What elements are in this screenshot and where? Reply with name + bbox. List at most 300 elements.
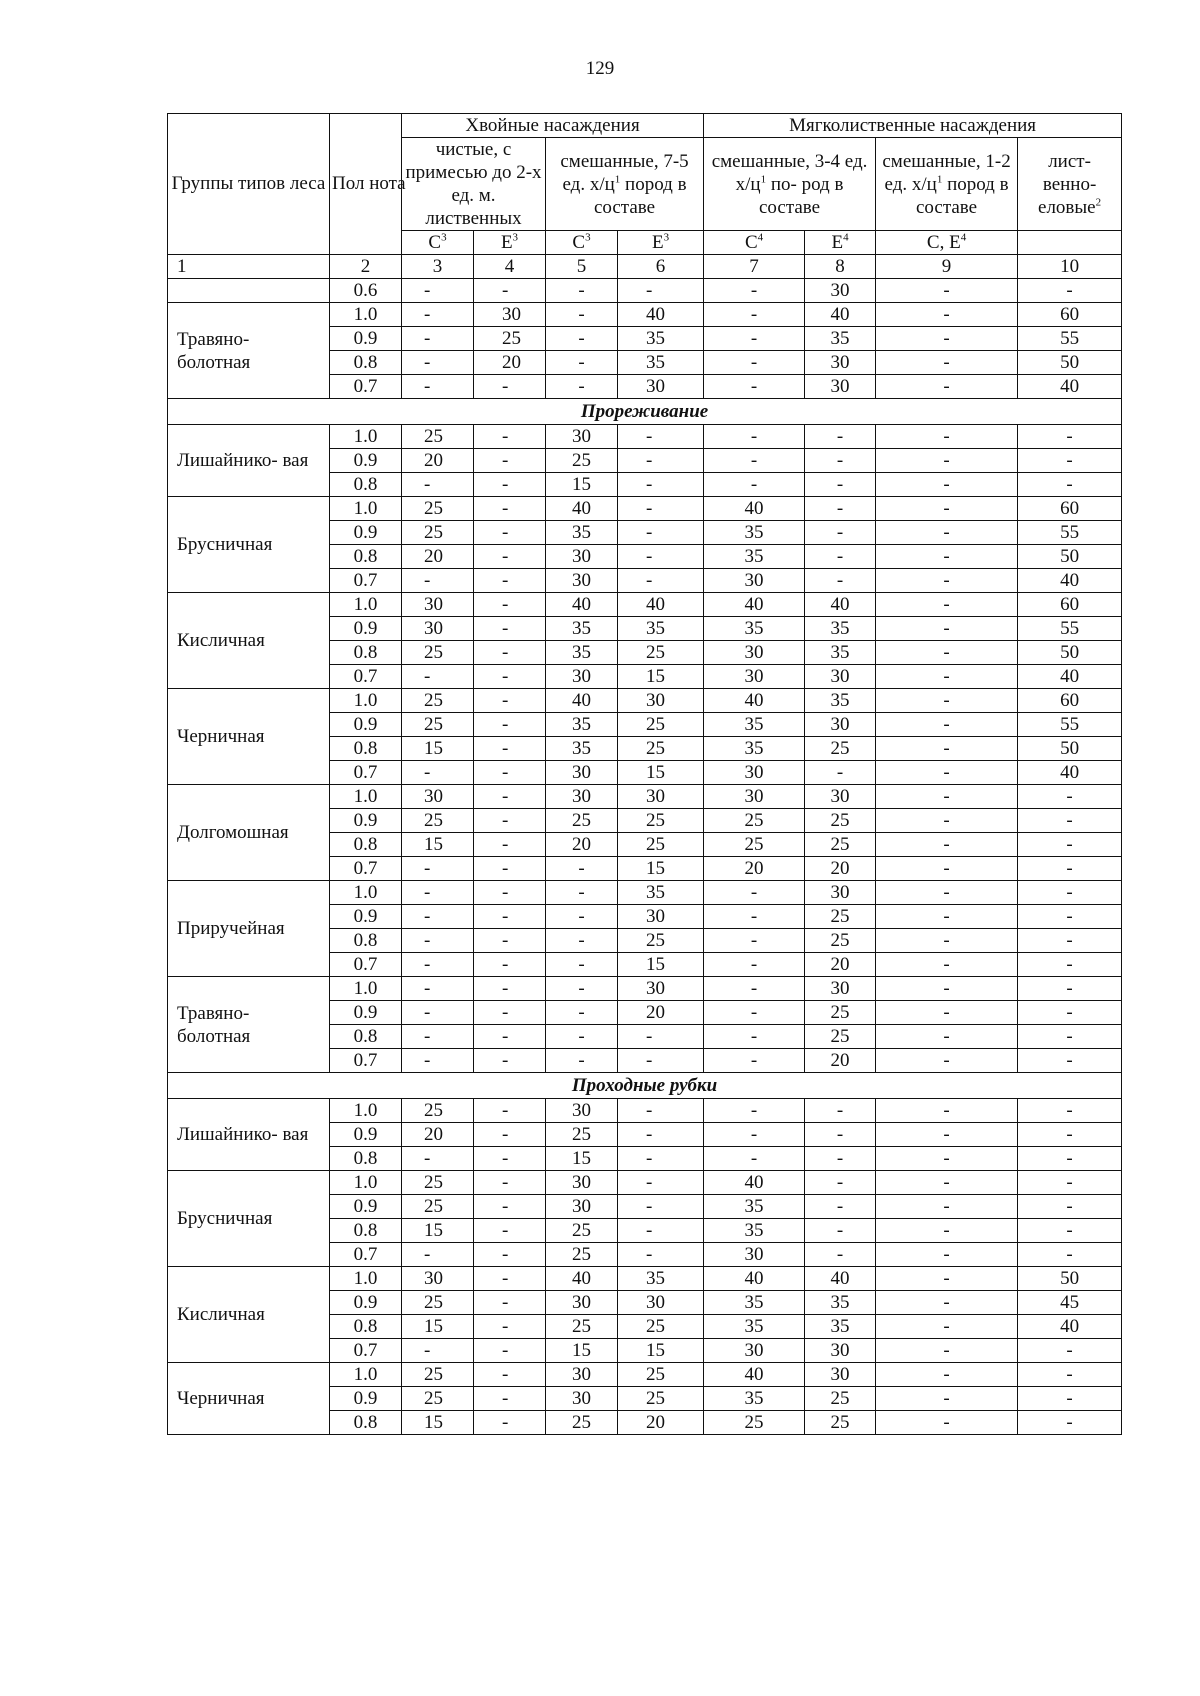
value-cell: 25 (805, 929, 876, 953)
value-cell: - (546, 881, 618, 905)
column-number: 1 (168, 255, 330, 279)
column-number: 10 (1018, 255, 1122, 279)
value-cell: 30 (805, 351, 876, 375)
value-cell: - (618, 545, 704, 569)
forest-group-cell: Приручейная (168, 881, 330, 977)
value-cell: 25 (402, 809, 474, 833)
density-cell: 1.0 (330, 593, 402, 617)
value-cell: - (618, 1147, 704, 1171)
value-cell: - (402, 881, 474, 905)
value-cell: 30 (805, 881, 876, 905)
density-cell: 0.9 (330, 1387, 402, 1411)
value-cell: 20 (805, 857, 876, 881)
value-cell: 25 (805, 833, 876, 857)
table-row (168, 977, 1122, 1001)
value-cell: - (1018, 1339, 1122, 1363)
value-cell: 35 (704, 713, 805, 737)
value-cell: - (474, 713, 546, 737)
value-cell: 60 (1018, 303, 1122, 327)
value-cell: 15 (618, 857, 704, 881)
density-cell: 0.9 (330, 905, 402, 929)
value-cell: - (876, 1291, 1018, 1315)
value-cell: 55 (1018, 327, 1122, 351)
header-spruce-mixed: $Е^3$ (618, 231, 704, 255)
density-cell: 0.8 (330, 351, 402, 375)
value-cell: - (876, 1049, 1018, 1073)
value-cell: - (546, 1025, 618, 1049)
value-cell: - (402, 279, 474, 303)
density-cell: 0.7 (330, 857, 402, 881)
value-cell: - (1018, 857, 1122, 881)
value-cell: 35 (618, 1267, 704, 1291)
header-pine-mixed: $С^3$ (546, 231, 618, 255)
header-pine-soft: $С^4$ (704, 231, 805, 255)
value-cell: - (474, 1243, 546, 1267)
density-cell: 0.9 (330, 1195, 402, 1219)
value-cell: 20 (618, 1001, 704, 1025)
value-cell: - (402, 569, 474, 593)
value-cell: 35 (704, 1387, 805, 1411)
density-cell: 0.8 (330, 641, 402, 665)
value-cell: - (876, 617, 1018, 641)
value-cell: 40 (704, 1171, 805, 1195)
density-cell: 0.9 (330, 521, 402, 545)
value-cell: 30 (546, 1171, 618, 1195)
density-cell: 0.7 (330, 761, 402, 785)
value-cell: 25 (546, 1219, 618, 1243)
value-cell: - (1018, 449, 1122, 473)
header-pure-stands: чистые, с примесью до 2-х ед. м. лиственных (402, 138, 546, 231)
value-cell: 35 (618, 617, 704, 641)
value-cell: - (876, 1411, 1018, 1435)
value-cell: - (704, 425, 805, 449)
value-cell: 25 (618, 809, 704, 833)
value-cell: - (1018, 473, 1122, 497)
value-cell: - (704, 1147, 805, 1171)
density-cell: 0.8 (330, 1147, 402, 1171)
value-cell: - (474, 761, 546, 785)
value-cell: - (474, 617, 546, 641)
column-number: 7 (704, 255, 805, 279)
density-cell: 0.8 (330, 833, 402, 857)
value-cell: - (1018, 833, 1122, 857)
value-cell: - (805, 1243, 876, 1267)
value-cell: 35 (704, 617, 805, 641)
value-cell: - (876, 1147, 1018, 1171)
value-cell: - (1018, 809, 1122, 833)
value-cell: - (618, 569, 704, 593)
value-cell: - (876, 279, 1018, 303)
value-cell: - (876, 327, 1018, 351)
value-cell: - (704, 375, 805, 399)
value-cell: 40 (1018, 761, 1122, 785)
value-cell: 35 (546, 617, 618, 641)
value-cell: - (704, 303, 805, 327)
value-cell: - (474, 545, 546, 569)
value-cell: - (402, 665, 474, 689)
value-cell: - (704, 279, 805, 303)
value-cell: - (704, 929, 805, 953)
value-cell: 20 (474, 351, 546, 375)
value-cell: 20 (402, 1123, 474, 1147)
value-cell: - (704, 905, 805, 929)
table-row (168, 497, 1122, 521)
value-cell: 30 (805, 1363, 876, 1387)
density-cell: 0.7 (330, 665, 402, 689)
column-number: 2 (330, 255, 402, 279)
value-cell: - (474, 905, 546, 929)
value-cell: - (402, 857, 474, 881)
value-cell: 25 (402, 521, 474, 545)
value-cell: 30 (546, 665, 618, 689)
value-cell: 40 (1018, 1315, 1122, 1339)
table-row (168, 785, 1122, 809)
value-cell: 50 (1018, 351, 1122, 375)
value-cell: - (805, 1195, 876, 1219)
value-cell: - (402, 1243, 474, 1267)
value-cell: - (474, 1001, 546, 1025)
value-cell: - (876, 449, 1018, 473)
value-cell: 15 (402, 1315, 474, 1339)
density-cell: 0.7 (330, 1049, 402, 1073)
value-cell: 25 (402, 641, 474, 665)
value-cell: - (402, 1339, 474, 1363)
value-cell: 25 (402, 1291, 474, 1315)
table-row (168, 1363, 1122, 1387)
value-cell: 25 (805, 809, 876, 833)
value-cell: 50 (1018, 545, 1122, 569)
density-cell: 0.7 (330, 1339, 402, 1363)
value-cell: - (546, 977, 618, 1001)
value-cell: 25 (474, 327, 546, 351)
value-cell: - (474, 1411, 546, 1435)
value-cell: - (474, 1387, 546, 1411)
value-cell: - (546, 303, 618, 327)
value-cell: 20 (704, 857, 805, 881)
density-cell: 0.8 (330, 737, 402, 761)
page-number: 129 (585, 58, 615, 79)
section-title: Проходные рубки (168, 1073, 1122, 1099)
density-cell: 0.9 (330, 617, 402, 641)
value-cell: 15 (546, 1147, 618, 1171)
header-mixed-7-5: смешанные, 7-5 ед. $х/ц^1$ пород в составе (546, 138, 704, 231)
density-cell: 0.9 (330, 1123, 402, 1147)
value-cell: 25 (618, 713, 704, 737)
value-cell: 30 (704, 665, 805, 689)
value-cell: - (1018, 1243, 1122, 1267)
value-cell: - (402, 905, 474, 929)
density-cell: 1.0 (330, 497, 402, 521)
value-cell: - (805, 1099, 876, 1123)
value-cell: - (1018, 1219, 1122, 1243)
value-cell: 40 (546, 1267, 618, 1291)
value-cell: 30 (704, 1243, 805, 1267)
value-cell: - (704, 327, 805, 351)
value-cell: 15 (402, 1411, 474, 1435)
value-cell: - (618, 1171, 704, 1195)
value-cell: 25 (805, 905, 876, 929)
column-number: 4 (474, 255, 546, 279)
value-cell: - (618, 1025, 704, 1049)
value-cell: - (402, 351, 474, 375)
value-cell: 25 (618, 1387, 704, 1411)
header-group-types: Группы типов леса (168, 114, 330, 255)
value-cell: 25 (546, 449, 618, 473)
value-cell: 35 (704, 521, 805, 545)
value-cell: 40 (704, 1267, 805, 1291)
value-cell: - (805, 1219, 876, 1243)
value-cell: 30 (546, 785, 618, 809)
density-cell: 0.8 (330, 473, 402, 497)
value-cell: 60 (1018, 497, 1122, 521)
value-cell: - (805, 761, 876, 785)
value-cell: - (402, 1001, 474, 1025)
value-cell: 40 (704, 593, 805, 617)
value-cell: 20 (402, 449, 474, 473)
value-cell: - (474, 1291, 546, 1315)
value-cell: - (876, 1123, 1018, 1147)
value-cell: 30 (805, 977, 876, 1001)
density-cell: 0.7 (330, 569, 402, 593)
forest-group-cell (168, 279, 330, 303)
value-cell: 30 (546, 1363, 618, 1387)
density-cell: 1.0 (330, 977, 402, 1001)
value-cell: 15 (402, 833, 474, 857)
value-cell: 25 (805, 737, 876, 761)
value-cell: 40 (1018, 569, 1122, 593)
value-cell: - (474, 593, 546, 617)
column-number: 9 (876, 255, 1018, 279)
value-cell: - (474, 279, 546, 303)
table-row (168, 425, 1122, 449)
density-cell: 0.9 (330, 809, 402, 833)
value-cell: - (546, 1001, 618, 1025)
value-cell: 30 (402, 617, 474, 641)
header-pine-pure: $С^3$ (402, 231, 474, 255)
value-cell: 55 (1018, 617, 1122, 641)
value-cell: 50 (1018, 737, 1122, 761)
density-cell: 0.9 (330, 1291, 402, 1315)
value-cell: 40 (805, 593, 876, 617)
section-row (168, 1073, 1122, 1099)
value-cell: - (402, 1049, 474, 1073)
value-cell: - (876, 1001, 1018, 1025)
value-cell: 45 (1018, 1291, 1122, 1315)
value-cell: - (474, 881, 546, 905)
table-body (168, 279, 1122, 1435)
value-cell: - (805, 1123, 876, 1147)
value-cell: 25 (805, 1411, 876, 1435)
value-cell: - (1018, 929, 1122, 953)
value-cell: - (876, 1243, 1018, 1267)
value-cell: - (704, 1099, 805, 1123)
value-cell: 35 (618, 351, 704, 375)
density-cell: 0.9 (330, 1001, 402, 1025)
value-cell: - (618, 279, 704, 303)
value-cell: - (876, 857, 1018, 881)
value-cell: 35 (805, 689, 876, 713)
table-row (168, 303, 1122, 327)
value-cell: 30 (546, 569, 618, 593)
value-cell: 35 (805, 1291, 876, 1315)
value-cell: - (1018, 1387, 1122, 1411)
value-cell: - (402, 1147, 474, 1171)
value-cell: 30 (618, 689, 704, 713)
value-cell: - (1018, 1171, 1122, 1195)
value-cell: - (704, 881, 805, 905)
value-cell: - (474, 449, 546, 473)
value-cell: - (1018, 1099, 1122, 1123)
value-cell: - (546, 279, 618, 303)
density-cell: 0.8 (330, 545, 402, 569)
value-cell: 30 (474, 303, 546, 327)
value-cell: - (546, 375, 618, 399)
value-cell: 25 (704, 809, 805, 833)
value-cell: - (618, 1243, 704, 1267)
value-cell: 25 (402, 713, 474, 737)
value-cell: - (876, 375, 1018, 399)
value-cell: 15 (618, 1339, 704, 1363)
value-cell: 35 (546, 737, 618, 761)
value-cell: 40 (546, 593, 618, 617)
column-numbers-row (168, 255, 1122, 279)
value-cell: 35 (704, 1315, 805, 1339)
value-cell: - (618, 1195, 704, 1219)
value-cell: 50 (1018, 641, 1122, 665)
value-cell: - (1018, 953, 1122, 977)
table-row (168, 1099, 1122, 1123)
value-cell: 30 (546, 1387, 618, 1411)
value-cell: - (704, 1049, 805, 1073)
value-cell: 15 (402, 1219, 474, 1243)
value-cell: 25 (402, 689, 474, 713)
forest-group-cell: Черничная (168, 689, 330, 785)
value-cell: - (805, 473, 876, 497)
value-cell: 25 (402, 497, 474, 521)
value-cell: - (474, 569, 546, 593)
value-cell: - (474, 785, 546, 809)
value-cell: 30 (546, 425, 618, 449)
table-row (168, 689, 1122, 713)
value-cell: - (618, 1123, 704, 1147)
value-cell: 25 (805, 1025, 876, 1049)
density-cell: 1.0 (330, 303, 402, 327)
value-cell: - (1018, 1147, 1122, 1171)
value-cell: - (474, 1123, 546, 1147)
value-cell: - (618, 449, 704, 473)
value-cell: - (805, 497, 876, 521)
value-cell: 35 (805, 327, 876, 351)
table-row (168, 593, 1122, 617)
value-cell: - (805, 449, 876, 473)
value-cell: 25 (704, 1411, 805, 1435)
value-cell: 20 (402, 545, 474, 569)
value-cell: - (876, 473, 1018, 497)
value-cell: 55 (1018, 521, 1122, 545)
density-cell: 1.0 (330, 1171, 402, 1195)
value-cell: 15 (546, 473, 618, 497)
value-cell: - (1018, 1049, 1122, 1073)
table-row (168, 881, 1122, 905)
value-cell: - (474, 1049, 546, 1073)
value-cell: 25 (402, 1171, 474, 1195)
value-cell: 35 (704, 545, 805, 569)
forest-group-cell: Травяно- болотная (168, 303, 330, 399)
value-cell: - (876, 689, 1018, 713)
forest-group-cell: Лишайнико- вая (168, 425, 330, 497)
value-cell: - (618, 425, 704, 449)
value-cell: - (704, 1123, 805, 1147)
value-cell: 25 (546, 809, 618, 833)
forest-group-cell: Брусничная (168, 497, 330, 593)
value-cell: - (474, 665, 546, 689)
value-cell: - (805, 1147, 876, 1171)
value-cell: 15 (618, 953, 704, 977)
value-cell: 40 (618, 593, 704, 617)
value-cell: 40 (704, 497, 805, 521)
value-cell: 30 (546, 761, 618, 785)
value-cell: 30 (402, 593, 474, 617)
value-cell: - (1018, 1411, 1122, 1435)
density-cell: 0.8 (330, 1219, 402, 1243)
value-cell: - (474, 473, 546, 497)
value-cell: 35 (618, 881, 704, 905)
column-number: 8 (805, 255, 876, 279)
value-cell: 25 (402, 1363, 474, 1387)
value-cell: - (474, 1339, 546, 1363)
value-cell: - (876, 497, 1018, 521)
value-cell: 40 (704, 689, 805, 713)
header-deciduous-spruce: лист- венно- еловые$^2$ (1018, 138, 1122, 231)
density-cell: 1.0 (330, 425, 402, 449)
value-cell: - (402, 375, 474, 399)
value-cell: - (474, 737, 546, 761)
value-cell: 30 (704, 1339, 805, 1363)
table-header (168, 114, 1122, 279)
value-cell: - (402, 977, 474, 1001)
value-cell: - (402, 473, 474, 497)
value-cell: 55 (1018, 713, 1122, 737)
forest-group-cell: Брусничная (168, 1171, 330, 1267)
value-cell: - (876, 569, 1018, 593)
value-cell: 30 (402, 785, 474, 809)
value-cell: 60 (1018, 593, 1122, 617)
value-cell: - (876, 665, 1018, 689)
value-cell: - (876, 521, 1018, 545)
value-cell: 25 (402, 1387, 474, 1411)
value-cell: - (876, 425, 1018, 449)
value-cell: - (876, 809, 1018, 833)
value-cell: 15 (546, 1339, 618, 1363)
density-cell: 0.9 (330, 713, 402, 737)
value-cell: 20 (805, 953, 876, 977)
value-cell: 40 (1018, 375, 1122, 399)
value-cell: 40 (1018, 665, 1122, 689)
density-cell: 1.0 (330, 1099, 402, 1123)
value-cell: - (1018, 905, 1122, 929)
section-title: Прореживание (168, 399, 1122, 425)
value-cell: 25 (546, 1315, 618, 1339)
value-cell: 30 (618, 785, 704, 809)
value-cell: 30 (805, 785, 876, 809)
value-cell: - (474, 1025, 546, 1049)
value-cell: - (876, 1387, 1018, 1411)
value-cell: - (402, 1025, 474, 1049)
value-cell: - (618, 1099, 704, 1123)
value-cell: 30 (546, 1291, 618, 1315)
value-cell: 25 (402, 1099, 474, 1123)
value-cell: 30 (546, 1099, 618, 1123)
